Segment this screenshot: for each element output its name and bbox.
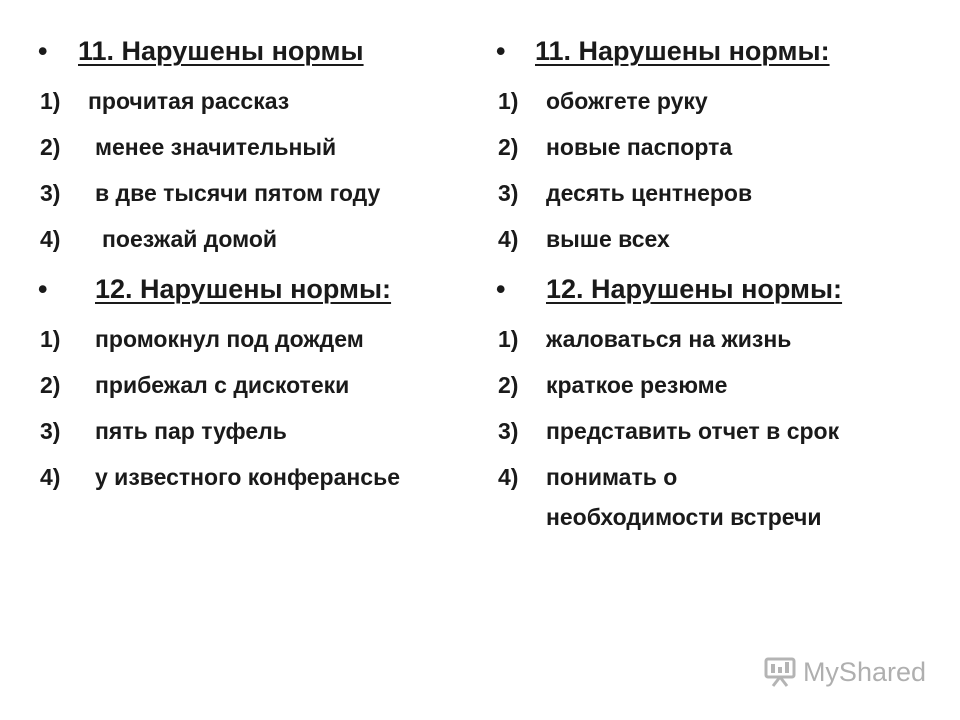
item-text: менее значительный [95,134,337,160]
item-number: 4) [498,464,519,490]
item-text: в две тысячи пятом году [95,180,381,206]
item-number: 1) [40,326,61,352]
watermark-text: MyShared [802,656,926,687]
section-heading-text: 12. Нарушены нормы: [546,274,843,304]
item-number: 1) [40,88,61,114]
item-number: 3) [498,180,519,206]
list-item-continuation [498,503,938,531]
list-item [40,371,470,399]
list-item [498,179,938,207]
list-item [498,463,938,491]
item-text: прочитая рассказ [88,88,290,114]
item-number: 4) [40,226,61,252]
list-item [40,179,470,207]
bullet-dot: • [496,274,506,304]
list-item [498,371,938,399]
item-number: 3) [40,418,61,444]
item-text: у известного конферансье [95,464,401,490]
item-number: 4) [40,464,61,490]
list-item [40,225,470,253]
item-number: 2) [40,134,61,160]
list-item [40,463,470,491]
item-number: 4) [498,226,519,252]
item-text: десять центнеров [546,180,753,206]
section-heading-text: 11. Нарушены нормы [78,36,364,66]
bullet-dot: • [496,36,506,66]
presentation-board-icon [763,656,797,688]
bullet-dot: • [38,36,48,66]
list-item [498,417,938,445]
item-number: 3) [40,180,61,206]
list-item [498,225,938,253]
item-text: краткое резюме [546,372,728,398]
item-number: 2) [498,372,519,398]
list-item [40,87,470,115]
section-heading-text: 11. Нарушены нормы: [535,36,830,66]
item-text: промокнул под дождем [95,326,364,352]
item-number: 3) [498,418,519,444]
item-text: пять пар туфель [95,418,287,444]
section-heading-text: 12. Нарушены нормы: [95,274,392,304]
item-text: выше всех [546,226,670,252]
item-text: прибежал с дискотеки [95,372,350,398]
item-number: 1) [498,88,519,114]
item-text: представить отчет в срок [546,418,840,444]
item-number: 2) [40,372,61,398]
bullet-dot: • [38,274,48,304]
list-item [498,87,938,115]
item-number: 2) [498,134,519,160]
item-text: новые паспорта [546,134,733,160]
list-item [40,417,470,445]
list-item [40,325,470,353]
item-text: понимать о [546,464,678,490]
list-item [40,133,470,161]
item-text: необходимости встречи [546,504,822,530]
item-text: поезжай домой [102,226,278,252]
list-item [498,133,938,161]
watermark [763,652,926,692]
item-text: жаловаться на жизнь [546,326,792,352]
list-item [498,325,938,353]
item-number: 1) [498,326,519,352]
item-text: обожгете руку [546,88,708,114]
